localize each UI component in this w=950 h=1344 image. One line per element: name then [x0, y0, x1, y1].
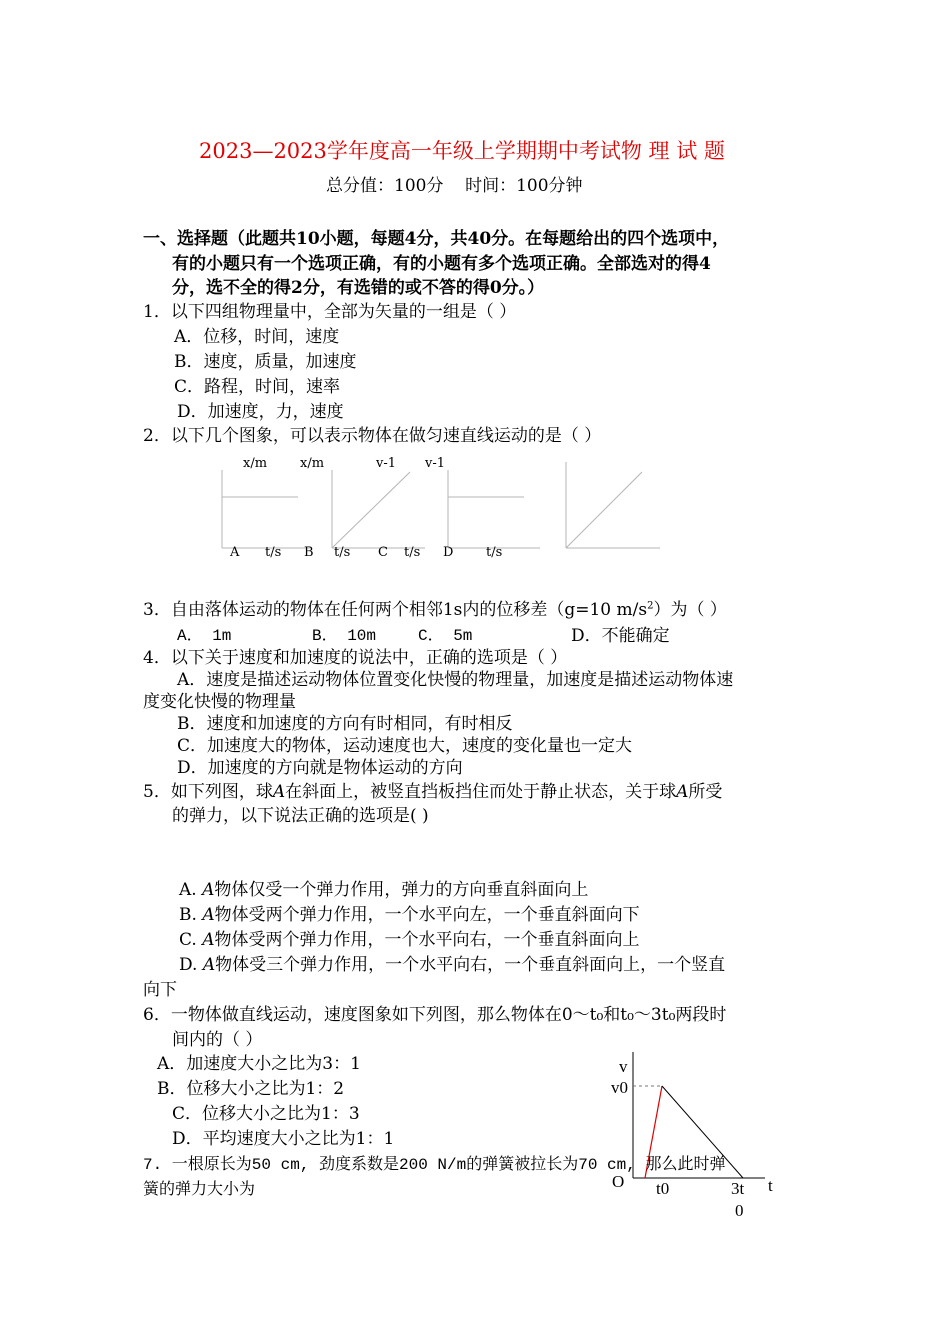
q5-option-c-letter: C. — [179, 930, 197, 950]
q3-option-d: D．不能确定 — [571, 626, 670, 646]
q4-option-c: C．加速度大的物体，运动速度也大，速度的变化量也一定大 — [177, 736, 633, 756]
section-heading-line1: 一、选择题（此题共10小题，每题4分，共40分。在每题给出的四个选项中， — [143, 229, 730, 249]
q5-stem-b: 在斜面上，被竖直挡板挡住而处于静止状态，关于球 — [285, 782, 677, 802]
q5-option-c-ball: A — [202, 930, 215, 950]
q6-option-d: D．平均速度大小之比为1：1 — [172, 1129, 395, 1149]
q5-option-b-body: 物体受两个弹力作用，一个水平向左，一个垂直斜面向下 — [214, 905, 640, 925]
q6-stem-line1: 6．一物体做直线运动，速度图象如下列图，那么物体在0～t₀和t₀～3t₀两段时 — [143, 1005, 727, 1025]
q4-stem: 4．以下关于速度和加速度的说法中，正确的选项是（ ） — [143, 648, 568, 668]
q3-option-c: C． 5m — [418, 627, 473, 645]
q1-option-b: B．速度，质量，加速度 — [174, 352, 357, 372]
graph-c-letter: C — [378, 545, 388, 560]
q6-t-axis-label: t — [768, 1176, 773, 1195]
q5-stem-c: 所受 — [688, 782, 723, 802]
q6-option-b: B．位移大小之比为1：2 — [157, 1079, 345, 1099]
q5-option-a-body: 物体仅受一个弹力作用，弹力的方向垂直斜面向上 — [214, 880, 589, 900]
q5-option-c-body: 物体受两个弹力作用，一个水平向右，一个垂直斜面向上 — [214, 930, 640, 950]
q5-option-d-ball: A — [202, 955, 216, 975]
q6-option-c: C．位移大小之比为1：3 — [172, 1104, 360, 1124]
graph-d-letter: D — [443, 545, 454, 560]
q5-ball-label-2: A — [676, 782, 689, 802]
q5-ball-label: A — [272, 782, 286, 802]
q5-option-b-ball: A — [202, 905, 215, 925]
q3-option-b: B． 10m — [312, 627, 377, 645]
q2-stem: 2．以下几个图象，可以表示物体在做匀速直线运动的是（ ） — [143, 426, 602, 446]
graph-a-x-label: t/s — [265, 545, 282, 560]
q6-stem-line2: 间内的（ ） — [172, 1030, 263, 1050]
q1-option-c: C．路程，时间，速率 — [174, 377, 341, 397]
q6-v0-label: v0 — [611, 1078, 628, 1097]
q1-stem: 1．以下四组物理量中，全部为矢量的一组是（ ） — [143, 302, 517, 322]
graph-b-y-label: x/m — [300, 456, 325, 471]
exam-meta: 总分值：100分 时间：100分钟 — [326, 176, 583, 196]
graph-a-letter: A — [230, 545, 240, 560]
graph-b-x-label: t/s — [334, 545, 351, 560]
q3-option-a: A． 1m — [177, 627, 232, 645]
q1-option-d: D．加速度，力，速度 — [177, 402, 344, 422]
q6-option-a: A．加速度大小之比为3：1 — [157, 1054, 361, 1074]
section-heading-line2: 有的小题只有一个选项正确，有的小题有多个选项正确。全部选对的得4 — [172, 254, 711, 274]
graph-c-x-label: t/s — [404, 545, 421, 560]
q5-option-d-body: 物体受三个弹力作用，一个水平向右，一个垂直斜面向上，一个竖直 — [215, 955, 726, 975]
q6-v-label: v — [619, 1057, 628, 1076]
exam-title: 2023—2023学年度高一年级上学期期中考试物 理 试 题 — [199, 139, 725, 163]
q5-option-d-tail: 向下 — [143, 980, 177, 1000]
q3-stem-sup: 2 — [647, 600, 654, 612]
q1-option-a: A．位移，时间，速度 — [174, 327, 340, 347]
q6-3t0-subscript: 0 — [735, 1201, 744, 1220]
graph-a-y-label: x/m — [243, 456, 268, 471]
section-heading-line3: 分，选不全的得2分，有选错的或不答的得0分。） — [172, 278, 545, 298]
q7-stem-line1: 7. 一根原长为50 cm, 劲度系数是200 N/m的弹簧被拉长为70 cm, 那么此时弹 — [143, 1156, 726, 1174]
q5-option-a-letter: A. — [179, 880, 197, 900]
q6-3t0-label: 3t — [731, 1179, 745, 1198]
q7-stem-line2: 簧的弹力大小为 — [143, 1181, 256, 1199]
graph-c-y-label: v-1 — [376, 456, 397, 471]
q4-option-b: B．速度和加速度的方向有时相同，有时相反 — [177, 714, 513, 734]
q6-t0-label: t0 — [656, 1179, 670, 1198]
q5-stem-line2: 的弹力，以下说法正确的选项是( ) — [172, 806, 429, 826]
graph-b-letter: B — [304, 545, 314, 560]
q5-stem-a: 5．如下列图，球 — [143, 782, 273, 802]
graph-d-x-label: t/s — [486, 545, 503, 560]
q3-stem-post: ）为（ ） — [653, 600, 727, 620]
q6-origin-label: O — [612, 1172, 625, 1191]
graph-d-y-label: v-1 — [425, 456, 446, 471]
q3-stem-pre: 3．自由落体运动的物体在任何两个相邻1s内的位移差（g=10 m/s — [143, 600, 648, 620]
q5-option-b-letter: B. — [179, 905, 197, 925]
q4-option-a-line1: A．速度是描述运动物体位置变化快慢的物理量，加速度是描述运动物体速 — [177, 670, 734, 690]
q4-option-a-line2: 度变化快慢的物理量 — [143, 692, 296, 712]
q5-option-a-ball: A — [202, 880, 215, 900]
q5-option-d-letter: D. — [179, 955, 198, 975]
q4-option-d: D．加速度的方向就是物体运动的方向 — [177, 758, 463, 778]
